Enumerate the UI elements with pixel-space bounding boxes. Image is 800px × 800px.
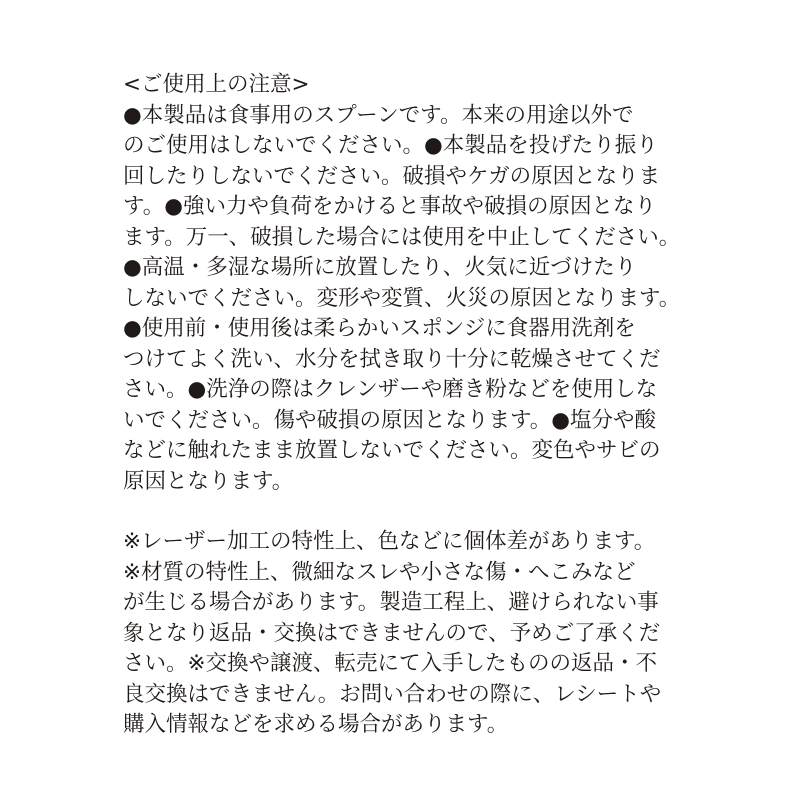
note-line: ※材質の特性上、微細なスレや小さな傷・へこみなど — [123, 559, 636, 585]
note-line: 象となり返品・交換はできませんので、予めご了承くだ — [123, 620, 661, 646]
caution-line: いでください。傷や破損の原因となります。●塩分や酸 — [123, 407, 657, 433]
note-line: 良交換はできません。お問い合わせの際に、レシートや — [123, 681, 662, 707]
caution-line: しないでください。変形や変質、火災の原因となります。 — [123, 285, 681, 311]
caution-line: などに触れたまま放置しないでください。変色やサビの — [123, 438, 661, 463]
caution-line: ●本製品は食事用のスプーンです。本来の用途以外で — [123, 102, 634, 128]
note-line: ※レーザー加工の特性上、色などに個体差があります。 — [123, 529, 656, 554]
caution-line: つけてよく洗い、水分を拭き取り十分に乾燥させてくだ — [123, 346, 661, 372]
note-line: が生じる場合があります。製造工程上、避けられない事 — [123, 590, 659, 615]
note-line: さい。※交換や譲渡、転売にて入手したものの返品・不 — [123, 651, 658, 676]
usage-notice — [123, 70, 723, 741]
caution-line: のご使用はしないでください。●本製品を投げたり振り — [123, 133, 658, 158]
caution-line: ●高温・多湿な場所に放置したり、火気に近づけたり — [123, 255, 637, 280]
caution-line: 回したりしないでください。破損やケガの原因となりま — [123, 163, 661, 189]
notice-heading: <ご使用上の注意> — [123, 72, 310, 97]
caution-line: さい。●洗浄の際はクレンザーや磨き粉などを使用しな — [123, 377, 658, 402]
note-line: 購入情報などを求める場合があります。 — [123, 712, 509, 737]
caution-line: す。●強い力や負荷をかけると事故や破損の原因となり — [123, 194, 657, 219]
caution-line: 原因となります。 — [123, 468, 294, 494]
caution-line: ます。万一、破損した場合には使用を中止してください。 — [123, 224, 681, 250]
caution-line: ●使用前・使用後は柔らかいスポンジに食器用洗剤を — [123, 316, 636, 341]
paragraph-spacer — [123, 497, 723, 527]
